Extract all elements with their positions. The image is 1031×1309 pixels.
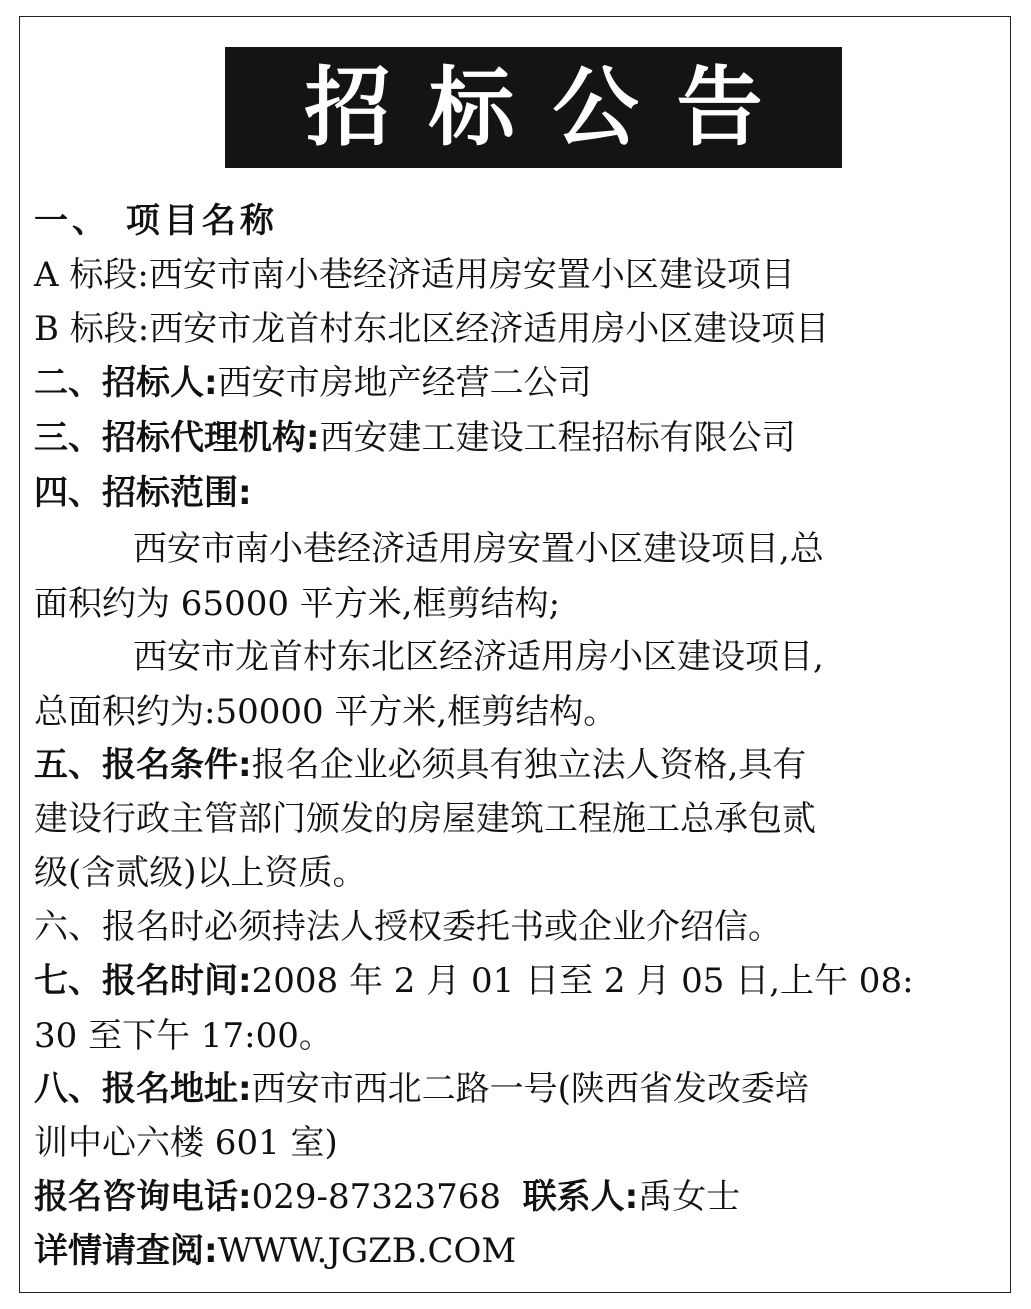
contact-value: 禹女士 bbox=[638, 1177, 741, 1217]
section-3-agency bbox=[34, 418, 796, 458]
address-label: 八、报名地址: bbox=[34, 1069, 252, 1109]
tenderer-label: 二、招标人: bbox=[34, 363, 218, 403]
section-8-address bbox=[34, 1069, 809, 1109]
conditions-line-3: 级(含贰级)以上资质。 bbox=[34, 853, 367, 893]
agency-label: 三、招标代理机构: bbox=[34, 418, 320, 458]
scope-paragraph-2-line-2: 总面积约为:50000 平方米,框剪结构。 bbox=[34, 692, 618, 732]
website-value: WWW.JGZB.COM bbox=[217, 1231, 517, 1271]
website-label: 详情请查阅: bbox=[34, 1231, 218, 1271]
section-1-lot-a bbox=[34, 255, 795, 295]
address-line-2: 训中心六楼 601 室) bbox=[34, 1123, 338, 1163]
section-2-tenderer bbox=[34, 363, 592, 403]
phone-label: 报名咨询电话: bbox=[34, 1177, 252, 1217]
tenderer-text: 西安市房地产经营二公司 bbox=[217, 363, 592, 403]
address-line-1: 西安市西北二路一号(陕西省发改委培 bbox=[251, 1069, 809, 1109]
section-1-lot-b bbox=[34, 309, 830, 349]
section-1-heading: 一、 项目名称 bbox=[34, 201, 278, 241]
website-line bbox=[34, 1231, 517, 1271]
time-label: 七、报名时间: bbox=[34, 961, 252, 1001]
scope-paragraph-1-line-1: 西安市南小巷经济适用房安置小区建设项目,总 bbox=[133, 529, 824, 569]
section-5-conditions bbox=[34, 745, 807, 785]
agency-text: 西安建工建设工程招标有限公司 bbox=[319, 418, 796, 458]
scope-paragraph-1-line-2: 面积约为 65000 平方米,框剪结构; bbox=[34, 584, 561, 624]
contact-label: 联系人: bbox=[522, 1177, 639, 1217]
lot-b-label: B 标段: bbox=[34, 309, 150, 349]
section-6-authorization: 六、报名时必须持法人授权委托书或企业介绍信。 bbox=[34, 907, 782, 947]
lot-a-text: 西安市南小巷经济适用房安置小区建设项目 bbox=[148, 255, 795, 295]
section-7-time bbox=[34, 961, 914, 1001]
notice-title: 招标公告 bbox=[304, 57, 801, 158]
time-line-2: 30 至下午 17:00。 bbox=[34, 1016, 333, 1056]
lot-a-label: A 标段: bbox=[34, 255, 149, 295]
lot-b-text: 西安市龙首村东北区经济适用房小区建设项目 bbox=[149, 309, 830, 349]
time-line-1: 2008 年 2 月 01 日至 2 月 05 日,上午 08: bbox=[251, 961, 914, 1001]
scope-paragraph-2-line-1: 西安市龙首村东北区经济适用房小区建设项目, bbox=[133, 637, 824, 677]
conditions-line-2: 建设行政主管部门颁发的房屋建筑工程施工总承包贰 bbox=[34, 799, 816, 839]
phone-value: 029-87323768 bbox=[251, 1177, 502, 1217]
conditions-label: 五、报名条件: bbox=[34, 745, 252, 785]
section-4-heading: 四、招标范围: bbox=[34, 473, 252, 513]
conditions-line-1: 报名企业必须具有独立法人资格,具有 bbox=[251, 745, 807, 785]
notice-title-bar bbox=[225, 47, 842, 168]
contact-line bbox=[34, 1177, 741, 1217]
